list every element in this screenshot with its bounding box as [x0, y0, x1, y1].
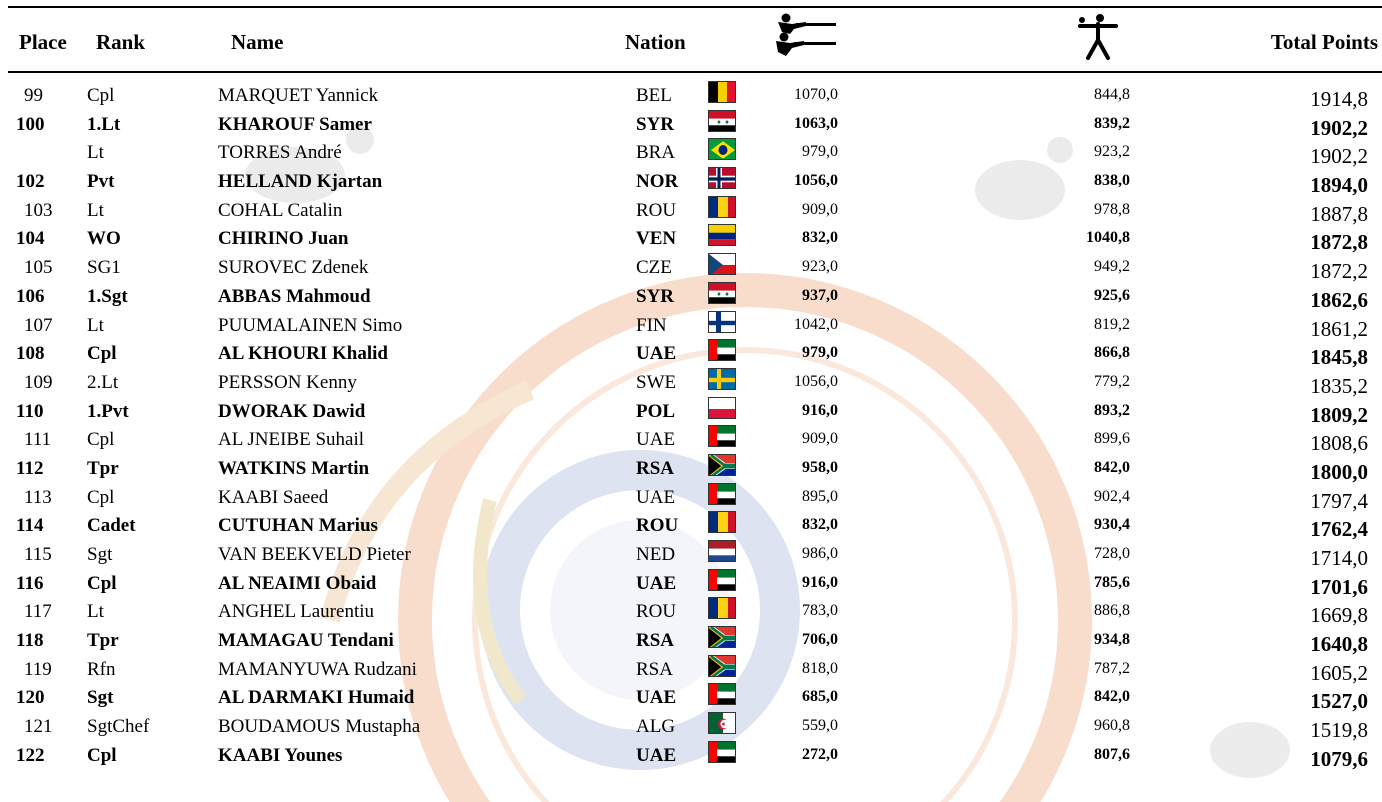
fencing-points-cell: 785,6 — [1094, 573, 1130, 591]
total-points-cell: 1887,8 — [1310, 201, 1368, 226]
rank-cell: Cadet — [87, 515, 136, 537]
name-cell: AL NEAIMI Obaid — [218, 572, 377, 594]
header-rule — [8, 71, 1382, 73]
flag-pol-icon — [708, 397, 736, 419]
total-points-cell: 1835,2 — [1310, 373, 1368, 398]
place-cell: 109 — [24, 371, 53, 393]
table-row — [0, 281, 1382, 310]
total-points-cell: 1862,6 — [1310, 287, 1368, 312]
table-row — [0, 137, 1382, 169]
table-row — [0, 510, 1382, 542]
shooting-points-cell: 1056,0 — [794, 172, 838, 190]
place-cell: 112 — [16, 457, 44, 479]
nation-cell: UAE — [636, 486, 676, 508]
flag-uae-icon — [708, 339, 736, 361]
total-points-cell: 1809,2 — [1310, 402, 1368, 427]
nation-cell: RSA — [636, 630, 675, 652]
rank-cell: Pvt — [87, 171, 115, 193]
flag-alg-icon — [708, 712, 736, 734]
fencing-points-cell: 960,8 — [1094, 717, 1130, 735]
total-points-cell: 1519,8 — [1310, 718, 1368, 743]
rank-cell: Cpl — [87, 744, 117, 766]
shooting-points-cell: 909,0 — [802, 430, 838, 448]
table-row — [0, 482, 1382, 511]
shooting-points-cell: 783,0 — [802, 602, 838, 620]
table-row — [0, 740, 1382, 769]
place-cell: 122 — [16, 744, 45, 766]
flag-rou-icon — [708, 597, 736, 619]
total-points-cell: 1079,6 — [1310, 746, 1368, 771]
total-points-cell: 1861,2 — [1310, 316, 1368, 341]
shooting-points-cell: 832,0 — [802, 229, 838, 247]
nation-cell: ROU — [636, 515, 679, 537]
nation-cell: FIN — [636, 314, 667, 336]
name-cell: CHIRINO Juan — [218, 228, 349, 250]
table-row — [0, 682, 1382, 714]
place-cell: 115 — [24, 544, 52, 565]
flag-cze-icon — [708, 253, 736, 275]
nation-cell: VEN — [636, 228, 677, 250]
name-cell: MARQUET Yannick — [218, 85, 379, 106]
total-points-cell: 1902,2 — [1310, 144, 1368, 169]
place-cell: 110 — [16, 400, 44, 422]
name-cell: AL KHOURI Khalid — [218, 343, 388, 365]
fencing-points-cell: 838,0 — [1094, 172, 1130, 190]
name-cell: COHAL Catalin — [218, 199, 343, 221]
flag-fin-icon — [708, 311, 736, 333]
nation-cell: ROU — [636, 199, 677, 221]
shooting-points-cell: 986,0 — [802, 545, 838, 562]
place-cell: 119 — [24, 658, 52, 680]
nation-cell: POL — [636, 400, 676, 422]
nation-cell: UAE — [636, 687, 677, 709]
shooting-points-cell: 916,0 — [802, 401, 838, 419]
place-cell: 105 — [24, 257, 53, 279]
nation-cell: ALG — [636, 716, 676, 738]
total-points-cell: 1701,6 — [1310, 574, 1368, 599]
name-cell: ANGHEL Laurentiu — [218, 601, 374, 623]
results-table-body — [0, 80, 1382, 769]
header-place: Place — [19, 30, 67, 54]
place-cell: 118 — [16, 630, 44, 652]
shooting-points-cell: 818,0 — [802, 659, 838, 677]
nation-cell: BEL — [636, 85, 672, 106]
rank-cell: Tpr — [87, 630, 119, 652]
fencing-points-cell: 930,4 — [1094, 516, 1130, 534]
total-points-cell: 1669,8 — [1310, 603, 1368, 628]
table-row — [0, 711, 1382, 743]
table-row — [0, 568, 1382, 597]
rank-cell: SG1 — [87, 257, 121, 279]
shooting-points-cell: 832,0 — [802, 516, 838, 534]
fencing-points-cell: 925,6 — [1094, 286, 1130, 304]
table-header — [0, 0, 1382, 72]
fencing-points-cell: 899,6 — [1094, 430, 1130, 448]
table-row — [0, 252, 1382, 284]
nation-cell: ROU — [636, 601, 677, 623]
table-row — [0, 195, 1382, 224]
shooting-points-cell: 923,0 — [802, 258, 838, 276]
name-cell: KHAROUF Samer — [218, 113, 372, 135]
shooting-points-cell: 559,0 — [802, 717, 838, 735]
fencing-points-cell: 978,8 — [1094, 200, 1130, 218]
header-rank: Rank — [96, 30, 146, 54]
table-row — [0, 80, 1382, 109]
total-points-cell: 1527,0 — [1310, 689, 1368, 714]
rank-cell: 1.Pvt — [87, 400, 129, 422]
table-row — [0, 453, 1382, 482]
nation-cell: BRA — [636, 142, 676, 164]
place-cell: 111 — [24, 429, 52, 451]
nation-cell: SYR — [636, 285, 675, 307]
flag-bel-icon — [708, 81, 736, 103]
fencing-points-cell: 902,4 — [1094, 487, 1130, 505]
fencing-points-cell: 787,2 — [1094, 659, 1130, 677]
total-points-cell: 1902,2 — [1310, 115, 1368, 140]
flag-nor-icon — [708, 167, 736, 189]
nation-cell: UAE — [636, 429, 676, 451]
name-cell: MAMAGAU Tendani — [218, 630, 394, 652]
shooting-points-cell: 1063,0 — [794, 114, 838, 132]
name-cell: KAABI Younes — [218, 744, 343, 766]
rank-cell: Sgt — [87, 544, 113, 565]
total-points-cell: 1872,2 — [1310, 259, 1368, 284]
fencing-points-cell: 866,8 — [1094, 344, 1130, 362]
name-cell: TORRES André — [218, 142, 342, 164]
shooting-points-cell: 909,0 — [802, 200, 838, 218]
table-row — [0, 424, 1382, 456]
fencing-points-cell: 779,2 — [1094, 372, 1130, 390]
fencing-points-cell: 844,8 — [1094, 86, 1130, 103]
nation-cell: SWE — [636, 371, 677, 393]
place-cell: 120 — [16, 687, 45, 709]
rank-cell: SgtChef — [87, 716, 150, 738]
flag-syr-icon — [708, 110, 736, 132]
fencing-icon — [1078, 10, 1118, 62]
nation-cell: SYR — [636, 113, 675, 135]
rank-cell: Tpr — [87, 457, 119, 479]
place-cell: 121 — [24, 716, 53, 738]
place-cell: 102 — [16, 171, 45, 193]
table-row — [0, 396, 1382, 425]
rank-cell: Lt — [87, 142, 104, 164]
flag-rsa-icon — [708, 626, 736, 648]
total-points-cell: 1872,8 — [1310, 230, 1368, 255]
nation-cell: NOR — [636, 171, 679, 193]
total-points-cell: 1762,4 — [1310, 517, 1368, 542]
name-cell: WATKINS Martin — [218, 457, 370, 479]
nation-cell: UAE — [636, 572, 677, 594]
table-row — [0, 625, 1382, 657]
flag-uae-icon — [708, 483, 736, 505]
rank-cell: 1.Lt — [87, 113, 121, 135]
shooting-points-cell: 685,0 — [802, 688, 838, 706]
shooting-points-cell: 706,0 — [802, 631, 838, 649]
total-points-cell: 1605,2 — [1310, 660, 1368, 685]
shooting-points-cell: 272,0 — [802, 745, 838, 763]
place-cell: 107 — [24, 314, 53, 336]
place-cell: 114 — [16, 515, 44, 537]
table-row — [0, 109, 1382, 138]
rank-cell: Rfn — [87, 658, 116, 680]
table-row — [0, 654, 1382, 683]
place-cell: 117 — [24, 601, 52, 623]
rank-cell: Lt — [87, 199, 104, 221]
header-name: Name — [231, 30, 284, 54]
shooting-points-cell: 979,0 — [802, 344, 838, 362]
nation-cell: RSA — [636, 457, 675, 479]
shooting-points-cell: 958,0 — [802, 458, 838, 476]
name-cell: KAABI Saeed — [218, 486, 329, 508]
fencing-points-cell: 893,2 — [1094, 401, 1130, 419]
fencing-points-cell: 842,0 — [1094, 688, 1130, 706]
place-cell: 104 — [16, 228, 45, 250]
nation-cell: UAE — [636, 343, 677, 365]
flag-rsa-icon — [708, 655, 736, 677]
fencing-points-cell: 819,2 — [1094, 315, 1130, 333]
rank-cell: Cpl — [87, 486, 115, 508]
name-cell: CUTUHAN Marius — [218, 515, 378, 537]
total-points-cell: 1894,0 — [1310, 173, 1368, 198]
table-row — [0, 367, 1382, 396]
total-points-cell: 1640,8 — [1310, 632, 1368, 657]
shooting-points-cell: 979,0 — [802, 143, 838, 161]
fencing-points-cell: 839,2 — [1094, 114, 1130, 132]
table-row — [0, 310, 1382, 339]
flag-uae-icon — [708, 425, 736, 447]
total-points-cell: 1797,4 — [1310, 488, 1368, 513]
nation-cell: CZE — [636, 257, 672, 279]
name-cell: BOUDAMOUS Mustapha — [218, 716, 421, 738]
flag-rou-icon — [708, 196, 736, 218]
header-total-points: Total Points — [1270, 30, 1378, 54]
nation-cell: RSA — [636, 658, 673, 680]
name-cell: HELLAND Kjartan — [218, 171, 383, 193]
total-points-cell: 1914,8 — [1310, 87, 1368, 111]
nation-cell: NED — [636, 544, 676, 565]
total-points-cell: 1808,6 — [1310, 431, 1368, 456]
shooting-rifle-icon — [770, 12, 838, 58]
flag-uae-icon — [708, 683, 736, 705]
header-nation: Nation — [625, 30, 686, 54]
name-cell: AL DARMAKI Humaid — [218, 687, 415, 709]
name-cell: ABBAS Mahmoud — [218, 285, 371, 307]
flag-rsa-icon — [708, 454, 736, 476]
fencing-points-cell: 949,2 — [1094, 258, 1130, 276]
shooting-points-cell: 1070,0 — [794, 86, 838, 103]
rank-cell: Lt — [87, 314, 104, 336]
place-cell: 106 — [16, 285, 45, 307]
table-row — [0, 539, 1382, 568]
place-cell: 113 — [24, 486, 52, 508]
flag-ned-icon — [708, 540, 736, 562]
fencing-points-cell: 842,0 — [1094, 458, 1130, 476]
flag-rou-icon — [708, 511, 736, 533]
place-cell: 100 — [16, 113, 45, 135]
name-cell: MAMANYUWA Rudzani — [218, 658, 417, 680]
total-points-cell: 1714,0 — [1310, 546, 1368, 570]
name-cell: SUROVEC Zdenek — [218, 257, 369, 279]
flag-uae-icon — [708, 569, 736, 591]
name-cell: AL JNEIBE Suhail — [218, 429, 365, 451]
fencing-points-cell: 923,2 — [1094, 143, 1130, 161]
flag-ven-icon — [708, 224, 736, 246]
flag-swe-icon — [708, 368, 736, 390]
fencing-points-cell: 1040,8 — [1086, 229, 1130, 247]
rank-cell: Lt — [87, 601, 104, 623]
name-cell: PUUMALAINEN Simo — [218, 314, 403, 336]
fencing-points-cell: 728,0 — [1094, 545, 1130, 562]
shooting-points-cell: 1056,0 — [794, 372, 838, 390]
rank-cell: Cpl — [87, 429, 115, 451]
flag-syr-icon — [708, 282, 736, 304]
rank-cell: 1.Sgt — [87, 285, 128, 307]
total-points-cell: 1800,0 — [1310, 459, 1368, 484]
rank-cell: Cpl — [87, 343, 117, 365]
table-row — [0, 596, 1382, 628]
name-cell: PERSSON Kenny — [218, 371, 357, 393]
nation-cell: UAE — [636, 744, 677, 766]
rank-cell: Cpl — [87, 85, 115, 106]
place-cell: 116 — [16, 572, 44, 594]
name-cell: DWORAK Dawid — [218, 400, 366, 422]
place-cell: 108 — [16, 343, 45, 365]
place-cell: 103 — [24, 199, 53, 221]
total-points-cell: 1845,8 — [1310, 345, 1368, 370]
fencing-points-cell: 807,6 — [1094, 745, 1130, 763]
rank-cell: WO — [87, 228, 121, 250]
rank-cell: Cpl — [87, 572, 117, 594]
rank-cell: Sgt — [87, 687, 114, 709]
shooting-points-cell: 937,0 — [802, 286, 838, 304]
shooting-points-cell: 916,0 — [802, 573, 838, 591]
shooting-points-cell: 1042,0 — [794, 315, 838, 333]
table-row — [0, 223, 1382, 255]
flag-uae-icon — [708, 741, 736, 763]
fencing-points-cell: 886,8 — [1094, 602, 1130, 620]
rank-cell: 2.Lt — [87, 371, 119, 393]
name-cell: VAN BEEKVELD Pieter — [218, 544, 411, 565]
flag-bra-icon — [708, 138, 736, 160]
fencing-points-cell: 934,8 — [1094, 631, 1130, 649]
shooting-points-cell: 895,0 — [802, 487, 838, 505]
table-row — [0, 166, 1382, 198]
place-cell: 99 — [24, 85, 43, 106]
table-row — [0, 338, 1382, 370]
